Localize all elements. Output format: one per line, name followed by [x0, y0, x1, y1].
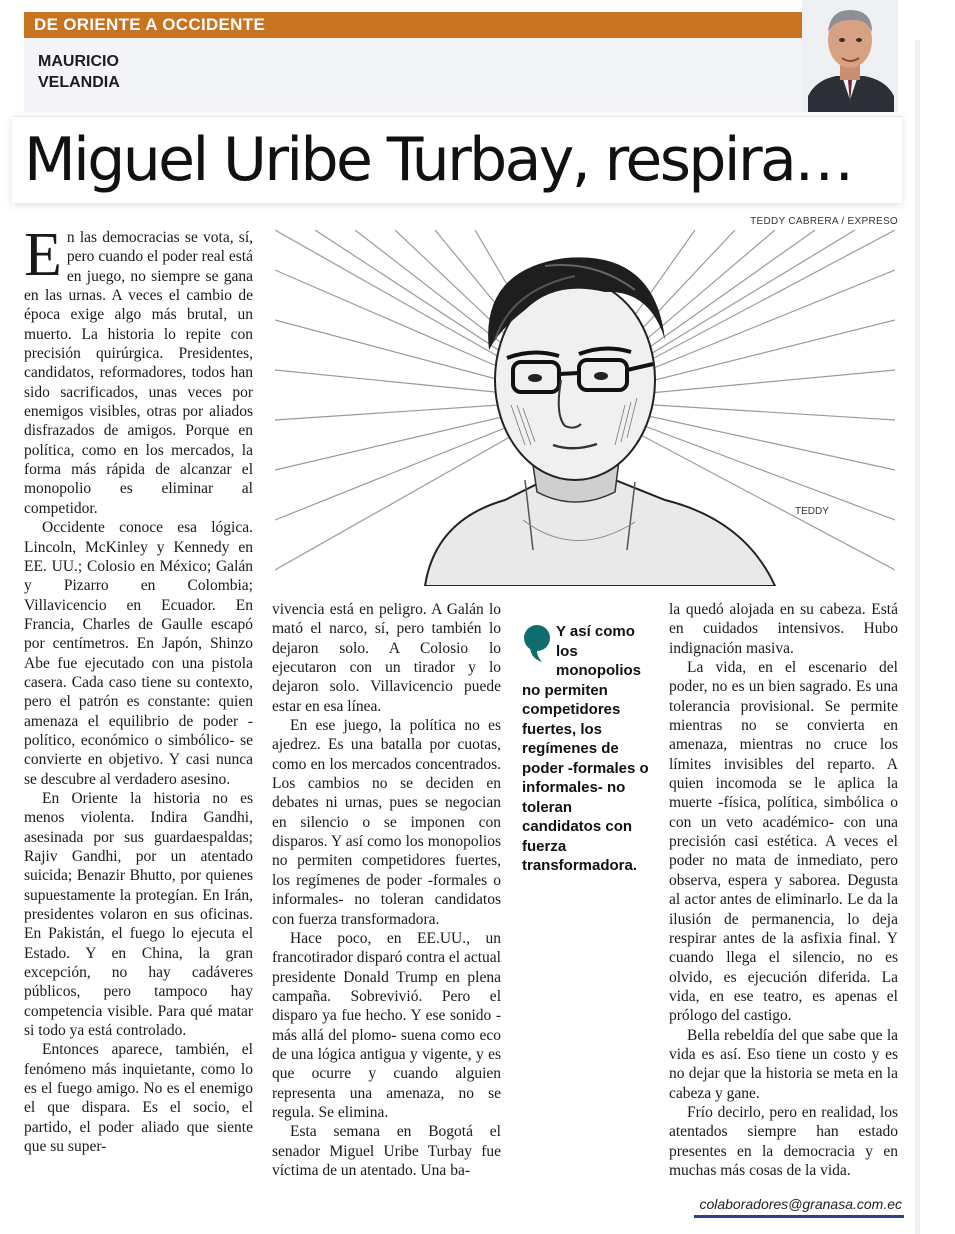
- pull-quote: [522, 622, 652, 876]
- image-credit: TEDDY CABRERA / EXPRESO: [750, 216, 898, 227]
- paragraph: Esta semana en Bogotá el senador Miguel Uribe Turbay fue víctima de un atentado. Una ba-: [272, 1123, 501, 1179]
- paragraph: Entonces aparece, también, el fenómeno más inquietante, como lo es el fuego amigo. No es el enemigo el que dispara. Es el socio, el partido, el poder aliado que siente que su super-: [24, 1041, 253, 1156]
- quote-mark-icon: [522, 624, 552, 664]
- paragraph: Frío decirlo, pero en realidad, los atentados siempre han estado presentes en la democracia y en muchas más cosas de la vida.: [669, 1103, 898, 1179]
- paragraph: Bella rebeldía del que sabe que la vida es así. Eso tiene un costo y es no dejar que la historia se meta en la cabeza y gane.: [669, 1026, 898, 1102]
- article-column-4: [669, 600, 898, 1180]
- contact-email-link[interactable]: colaboradores@granasa.com.ec: [699, 1196, 902, 1212]
- headline: Miguel Uribe Turbay, respira…: [24, 125, 852, 195]
- pull-quote-text: Y así como los monopolios no permiten competidores fuertes, los regímenes de poder -formales o informales- no toleran candidatos con fuerza transformadora.: [522, 623, 649, 874]
- paragraph: En las democracias se vota, sí, pero cuando el poder real está en juego, no siempre se gana en las urnas. A veces el cambio de época exige algo más brutal, un muerto. La historia lo repite con precisión quirúrgica. Presidentes, candidatos, reformadores, todos han sido sacrificados, unas veces por enemigos visibles, otras por aliados disfrazados de amigos. Porque en política, como en los mercados, la forma más rápida de alcanzar el monopolio es eliminar al competidor.: [24, 221, 253, 517]
- page-edge: [915, 40, 920, 1234]
- paragraph: Hace poco, en EE.UU., un francotirador disparó contra el actual presidente Donald Trump en plena campaña. Sobrevivió. Pero el disparo ya fue hecho. Y ese sonido -más allá del plomo- suena como eco de una lógica antigua y vigente, y es que ocurre y cuando alguien representa una amenaza, no se regula. Se elimina.: [272, 929, 501, 1121]
- article-column-1: [24, 221, 253, 1157]
- author-band: [24, 38, 898, 112]
- illustration-portrait: [275, 230, 895, 586]
- paragraph: En ese juego, la política no es ajedrez. Es una batalla por cuotas, como en los mercados concentrados. Los cambios no se deciden en debates ni urnas, pues se negocian en silencio o se imponen con disparos. Y así como los monopolios no permiten competidores fuertes, los regímenes de poder -formales o informales- no toleran candidatos con fuerza transformadora.: [272, 717, 501, 928]
- footer-rule: [694, 1215, 904, 1218]
- section-bar: [24, 12, 898, 38]
- author-last-name: VELANDIA: [38, 74, 120, 91]
- author-photo: [802, 0, 898, 112]
- author-first-name: MAURICIO: [38, 53, 119, 70]
- author-name: [38, 51, 120, 93]
- drop-cap: E: [24, 221, 62, 289]
- paragraph: La vida, en el escenario del poder, no es un bien sagrado. Es una tolerancia provisional. Se permite mientras no se convierta en amenaza, mientras no cruce los límites invisibles del reparto. A quien incomoda se le aplica la muerte -física, política, simbólica o con un veto académico- con una precisión casi estética. A veces el poder no mata de inmediato, pero observa, espera y saborea. Degusta al actor antes de eliminarlo. Le da la ilusión de permanencia, lo deja respirar antes de la asfixia final. Y cuando llega el silencio, no es olvido, es ejecución diferida. La vida, en ese teatro, es apenas el prólogo del castigo.: [669, 659, 898, 1025]
- paragraph: En Oriente la historia no es menos violenta. Indira Gandhi, asesinada por sus guardaespaldas; Rajiv Gandhi, por un atentado suicida; Benazir Bhutto, por quienes supuestamente la protegían. En Irán, presidentes volaron en sus oficinas. En Pakistán, el fuego lo ejecuta el Estado. Y en China, la gran excepción, no hay cadáveres públicos, pero tampoco hay competencia visible. Para qué matar si todo ya está controlado.: [24, 789, 253, 1040]
- article-column-2: [272, 600, 501, 1180]
- section-label: DE ORIENTE A OCCIDENTE: [34, 15, 266, 34]
- paragraph: vivencia está en peligro. A Galán lo mató el narco, sí, pero también lo dejaron solo. A Colosio lo ejecutaron con un tirador y lo dejaron solo. Villavicencio puede estar en esa línea.: [272, 601, 501, 715]
- paragraph: la quedó alojada en su cabeza. Está en cuidados intensivos. Hubo indignación masiva.: [669, 601, 898, 657]
- paragraph: Occidente conoce esa lógica. Lincoln, McKinley y Kennedy en EE. UU.; Colosio en México; Galán y Pizarro en Colombia; Villavicencio en Ecuador. En Francia, Charles de Gaulle escapó por centímetros. En Japón, Shinzo Abe fue ejecutado con una pistola casera. Cada caso tiene su contexto, pero el patrón es constante: quien amenaza el equilibrio de poder -político, económico o simbólico- se convierte en objetivo. Y casi nunca se descubre al verdadero asesino.: [24, 519, 253, 788]
- illustrator-signature: TEDDY: [795, 506, 829, 517]
